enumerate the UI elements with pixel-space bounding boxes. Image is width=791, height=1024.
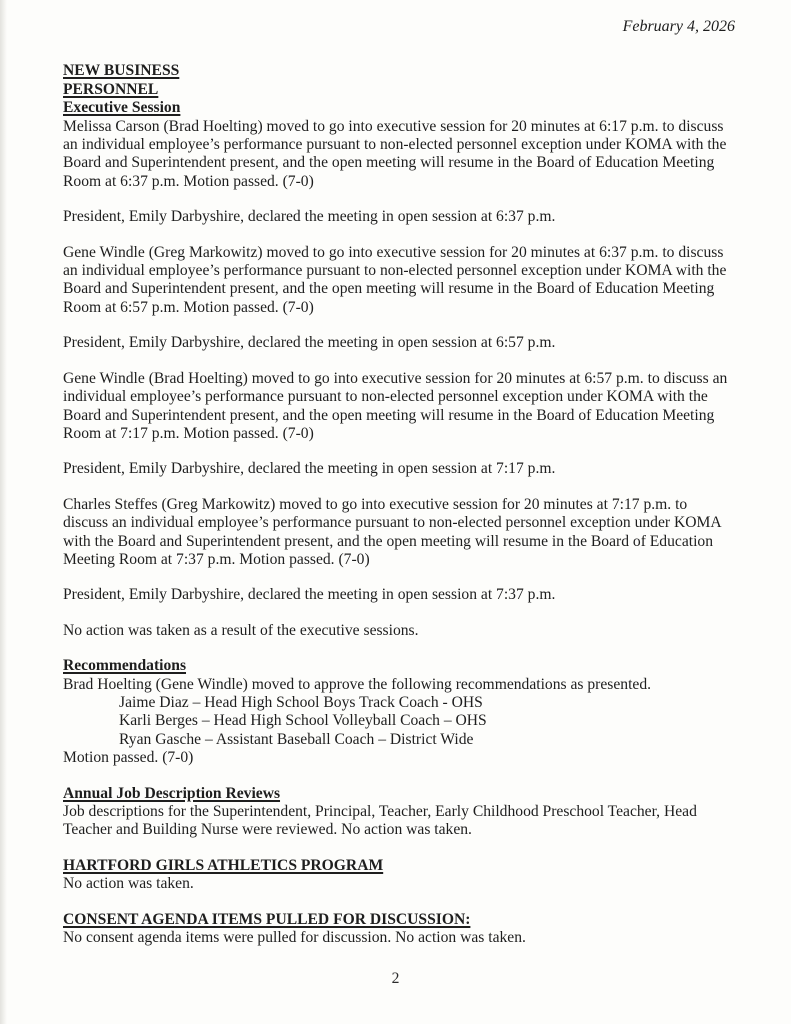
open-session-paragraph: President, Emily Darbyshire, declared the meeting in open session at 7:17 p.m. — [63, 460, 556, 478]
recommendation-item: Ryan Gasche – Assistant Baseball Coach – District Wide — [119, 730, 474, 748]
heading-executive-session: Executive Session — [63, 99, 181, 117]
page-number: 2 — [391, 969, 400, 987]
heading-recommendations: Recommendations — [63, 657, 187, 675]
recommendations-intro: Brad Hoelting (Gene Windle) moved to approve the following recommendations as presented. — [63, 675, 652, 693]
motion-paragraph: Charles Steffes (Greg Markowitz) moved to go into executive session for 20 minutes at 7:17 p.m. to discuss an individual employee’s performance pursuant to non-elected personnel exception under KOMA with the Board and Superintendent present, and the open meeting will resume in the Board of Education Meeting Room at 7:37 p.m. Motion passed. (7-0) — [63, 495, 721, 568]
motion-paragraph: Melissa Carson (Brad Hoelting) moved to go into executive session for 20 minutes at 6:17 p.m. to discuss an individual employee’s performance pursuant to non-elected personnel exception under KOMA with the Board and Superintendent present, and the open meeting will resume in the Board of Education Meeting Room at 6:37 p.m. Motion passed. (7-0) — [63, 117, 727, 190]
open-session-paragraph: President, Emily Darbyshire, declared the meeting in open session at 7:37 p.m. — [63, 586, 556, 604]
heading-consent-agenda: CONSENT AGENDA ITEMS PULLED FOR DISCUSSION: — [63, 910, 471, 928]
heading-hartford-girls-athletics: HARTFORD GIRLS ATHLETICS PROGRAM — [63, 856, 384, 874]
recommendations-result: Motion passed. (7-0) — [63, 749, 194, 767]
motion-paragraph: Gene Windle (Greg Markowitz) moved to go into executive session for 20 minutes at 6:37 p.m. to discuss an individual employee’s performance pursuant to non-elected personnel exception under KOMA with the Board and Superintendent present, and the open meeting will resume in the Board of Education Meeting Room at 6:57 p.m. Motion passed. (7-0) — [63, 243, 727, 316]
hartford-girls-athletics-body: No action was taken. — [63, 875, 194, 893]
annual-job-description-reviews-body: Job descriptions for the Superintendent, Principal, Teacher, Early Childhood Preschool Teacher, Head Teacher and Building Nurse were reviewed. No action was taken. — [63, 803, 697, 839]
motion-paragraph: Gene Windle (Brad Hoelting) moved to go into executive session for 20 minutes at 6:57 p.m. to discuss an individual employee’s performance pursuant to non-elected personnel exception under KOMA with the Board and Superintendent present, and the open meeting will resume in the Board of Education Meeting Room at 7:17 p.m. Motion passed. (7-0) — [63, 369, 728, 442]
no-action-paragraph: No action was taken as a result of the executive sessions. — [63, 621, 419, 639]
document-body — [63, 62, 735, 947]
consent-agenda-body: No consent agenda items were pulled for discussion. No action was taken. — [63, 929, 526, 947]
open-session-paragraph: President, Emily Darbyshire, declared the meeting in open session at 6:37 p.m. — [63, 208, 556, 226]
open-session-paragraph: President, Emily Darbyshire, declared the meeting in open session at 6:57 p.m. — [63, 334, 556, 352]
heading-new-business: NEW BUSINESS — [63, 62, 180, 80]
recommendation-item: Jaime Diaz – Head High School Boys Track Coach - OHS — [119, 693, 483, 711]
heading-annual-job-description-reviews: Annual Job Description Reviews — [63, 784, 281, 802]
document-date: February 4, 2026 — [622, 18, 735, 35]
heading-personnel: PERSONNEL — [63, 80, 159, 98]
recommendation-item: Karli Berges – Head High School Volleyball Coach – OHS — [119, 712, 487, 730]
